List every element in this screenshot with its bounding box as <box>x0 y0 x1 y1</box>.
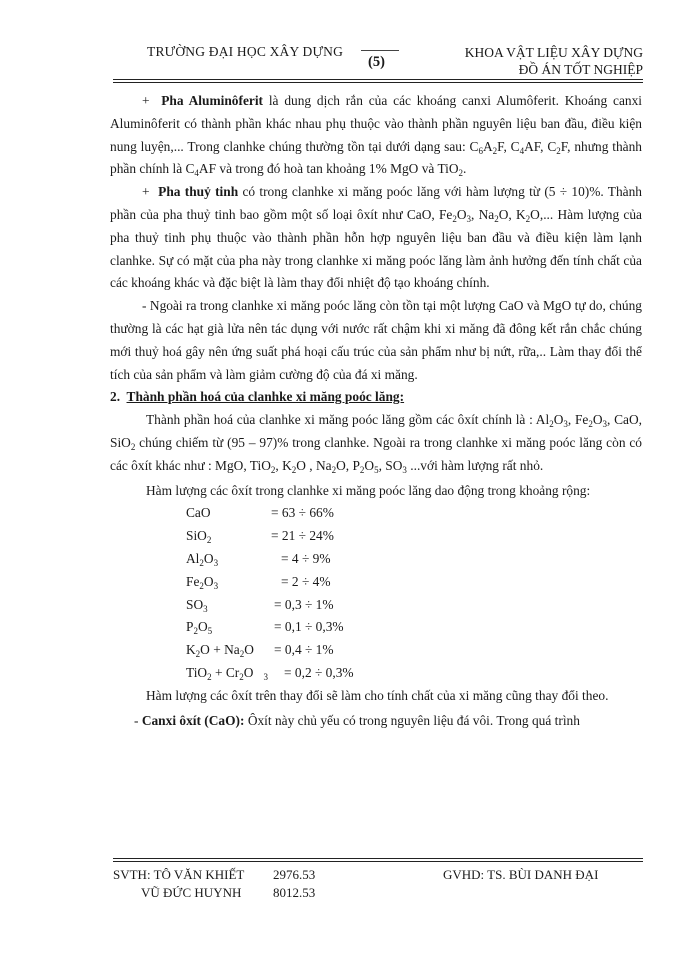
term-aluminoferit: Pha Aluminôferit <box>161 93 264 108</box>
oxide-row <box>186 662 486 685</box>
oxide-row <box>186 525 486 548</box>
header-rule <box>113 79 643 80</box>
footer-rule-double <box>113 861 643 862</box>
oxide-formula: $SO_3$ <box>186 596 208 614</box>
section-title: Thành phần hoá của clanhke xi măng poóc lăng: <box>126 389 405 405</box>
oxide-row <box>186 502 486 525</box>
oxide-formula: SiO$_2$ <box>186 528 212 546</box>
footer-student-code-1: 2976.53 <box>273 867 316 882</box>
page-number-overline <box>361 50 399 51</box>
oxide-range-value: = 0,3 ÷ 1% <box>274 596 334 612</box>
paragraph-range-intro: Hàm lượng các ôxít trong clanhke xi măng poóc lăng dao động trong khoảng rộng: <box>146 482 591 498</box>
section-heading-2 <box>110 386 642 409</box>
paragraph-glass-phase: + Pha thuỷ tinh có trong clanhke xi măng poóc lăng với hàm lượng từ (5 ÷ 10)%. Thành phần của pha thuỷ tinh bao gồm một số loại ôxít như CaO, $Fe_2O_3$, $Na_2O$, $K_2O$,... Hàm lượng của pha thuỷ tinh phụ thuộc vào thành phần hỗn hợp nguyên liệu ban đầu và điều kiện làm lạnh clanhke. Sự có mặt của pha này trong clanhke xi măng poóc lăng làm ảnh hưởng đến tính chất của các khoáng khác và đặc biệt là làm thay đổi nhiệt độ tạo khoáng chính. <box>110 184 642 291</box>
oxide-range-value: = 2 ÷ 4% <box>281 573 331 589</box>
paragraph-aluminoferit: + Pha Aluminôferit là dung dịch rắn của các khoáng canxi Alumôferit. Khoáng canxi Aluminôferit có thành phần khác nhau phụ thuộc vào thành phần nguyên liệu ban đầu, điều kiện nung luyện,... Trong clanhke chúng thường tồn tại dưới dạng sau: $C_6A_2F$, $C_4AF$, $C_2F$, nhưng thành phần chính là $C_4AF$ và trong đó hoà tan khoảng 1% MgO và TiO$_2$. <box>110 93 642 179</box>
section-number: 2. <box>110 389 121 405</box>
term-calcium-oxide: Canxi ôxít (CaO): <box>141 712 245 728</box>
document-body <box>110 90 642 732</box>
footer-rule <box>113 858 643 859</box>
paragraph-chemical-composition: Thành phần hoá của clanhke xi măng poóc lăng gồm các ôxít chính là : $Al_2O_3$, $Fe_2O_3$, CaO, SiO$_2$ chúng chiếm từ (95 – 97)% trong clanhke. Ngoài ra trong clanhke xi măng poóc lăng còn có các ôxít khác như : MgO, TiO$_2$, $K_2O$ , $Na_2O$, $P_2O_5$, $SO_3$ ...với hàm lượng rất nhỏ. <box>110 412 642 475</box>
header-rule-double <box>113 82 643 83</box>
oxide-range-list <box>186 502 486 684</box>
footer-student-2: VŨ ĐỨC HUYNH <box>141 885 242 900</box>
paragraph-oxide-change: Hàm lượng các ôxít trên thay đổi sẽ làm cho tính chất của xi măng cũng thay đổi theo. <box>146 687 609 703</box>
oxide-formula: $Fe_2O_3$ <box>186 573 219 591</box>
oxide-formula: $P_2O_5$ <box>186 619 213 637</box>
header-university: TRƯỜNG ĐẠI HỌC XÂY DỰNG <box>147 44 344 59</box>
oxide-formula: CaO <box>186 505 211 521</box>
oxide-formula: $Al_2O_3$ <box>186 550 219 568</box>
paragraph-free-oxides: - Ngoài ra trong clanhke xi măng poóc lăng còn tồn tại một lượng CaO và MgO tự do, chúng thường là các hạt già lửa nên tác dụng với nước rất chậm khi xi măng đã đông kết rắn chắc chúng mới thuỷ hoá gây nên ứng suất phá hoại cấu trúc của sản phẩm như bị nứt, rữa,.. Làm thay đổi thể tích của sản phẩm và làm giảm cường độ của đá xi măng. <box>110 298 642 382</box>
footer-supervisor: GVHD: TS. BÙI DANH ĐẠI <box>443 867 599 882</box>
footer-student-code-2: 8012.53 <box>273 885 316 900</box>
oxide-row <box>186 571 486 594</box>
term-glass-phase: Pha thuỷ tinh <box>158 184 239 200</box>
oxide-row <box>186 616 486 639</box>
header-faculty <box>465 44 643 78</box>
oxide-range-value: = 0,1 ÷ 0,3% <box>274 619 344 635</box>
footer-student-1: SVTH: TÔ VĂN KHIẾT <box>113 867 245 882</box>
page-header <box>113 40 643 80</box>
oxide-range-value: = 63 ÷ 66% <box>271 505 334 521</box>
oxide-row <box>186 594 486 617</box>
paragraph-calcium-oxide: - Canxi ôxít (CaO): Ôxít này chủ yếu có trong nguyên liệu đá vôi. Trong quá trình <box>134 712 580 728</box>
oxide-range-value: = 4 ÷ 9% <box>281 550 331 566</box>
oxide-range-value: = 0,2 ÷ 0,3% <box>284 664 354 680</box>
oxide-formula: $K_2O + Na_2O$ <box>186 642 254 660</box>
header-faculty-name: KHOA VẬT LIỆU XÂY DỰNG <box>464 45 643 60</box>
page-number: (5) <box>368 54 385 70</box>
oxide-row <box>186 548 486 571</box>
oxide-range-value: = 0,4 ÷ 1% <box>274 642 334 658</box>
header-project-title: ĐỒ ÁN TỐT NGHIỆP <box>518 62 643 77</box>
oxide-formula: $TiO_2 + Cr_2O$ $_3$ <box>186 664 268 682</box>
oxide-row <box>186 639 486 662</box>
oxide-range-value: = 21 ÷ 24% <box>271 528 334 544</box>
